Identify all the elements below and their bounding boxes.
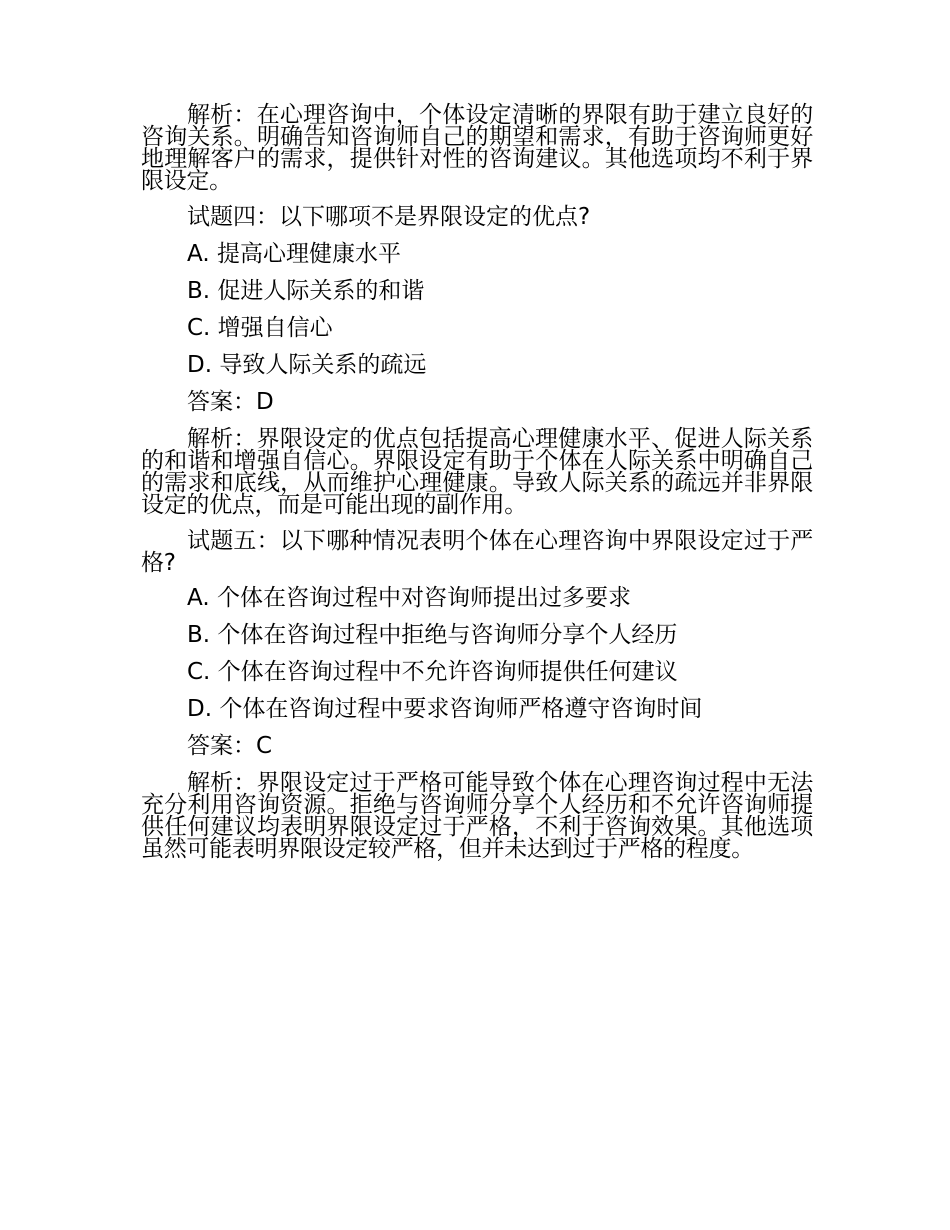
question-4-option-b: B. 促进人际关系的和谐 <box>187 278 425 304</box>
question-4-option-a: A. 提高心理健康水平 <box>187 241 401 267</box>
document-page <box>141 104 813 860</box>
question-4-analysis: 解析：界限设定的优点包括提高心理健康水平、促进人际关系的和谐和增强自信心。界限设定有助于个体在人际关系中明确自己的需求和底线，从而维护心理健康。导致人际关系的疏远并非界限设定的优点，而是可能出现的副作用。 <box>141 426 813 518</box>
question-5-option-c: C. 个体在咨询过程中不允许咨询师提供任何建议 <box>187 659 678 685</box>
question-4-answer: 答案：D <box>187 389 274 415</box>
question-5-analysis: 解析：界限设定过于严格可能导致个体在心理咨询过程中无法充分利用咨询资源。拒绝与咨询师分享个人经历和不允许咨询师提供任何建议均表明界限设定过于严格，不利于咨询效果。其他选项虽然可能表明界限设定较严格，但并未达到过于严格的程度。 <box>141 770 813 862</box>
question-4-option-c: C. 增强自信心 <box>187 315 333 341</box>
question-4-title: 试题四：以下哪项不是界限设定的优点? <box>187 204 591 230</box>
question-5-option-b: B. 个体在咨询过程中拒绝与咨询师分享个人经历 <box>187 622 678 648</box>
question-5-answer: 答案：C <box>187 733 273 759</box>
question-4-option-d: D. 导致人际关系的疏远 <box>187 352 427 378</box>
question-5-option-a: A. 个体在咨询过程中对咨询师提出过多要求 <box>187 585 631 611</box>
question-5-option-d: D. 个体在咨询过程中要求咨询师严格遵守咨询时间 <box>187 696 703 722</box>
analysis-paragraph-3: 解析：在心理咨询中，个体设定清晰的界限有助于建立良好的咨询关系。明确告知咨询师自己的期望和需求，有助于咨询师更好地理解客户的需求，提供针对性的咨询建议。其他选项均不利于界限设定。 <box>141 102 813 194</box>
question-5-title: 试题五：以下哪种情况表明个体在心理咨询中界限设定过于严格? <box>141 528 813 576</box>
